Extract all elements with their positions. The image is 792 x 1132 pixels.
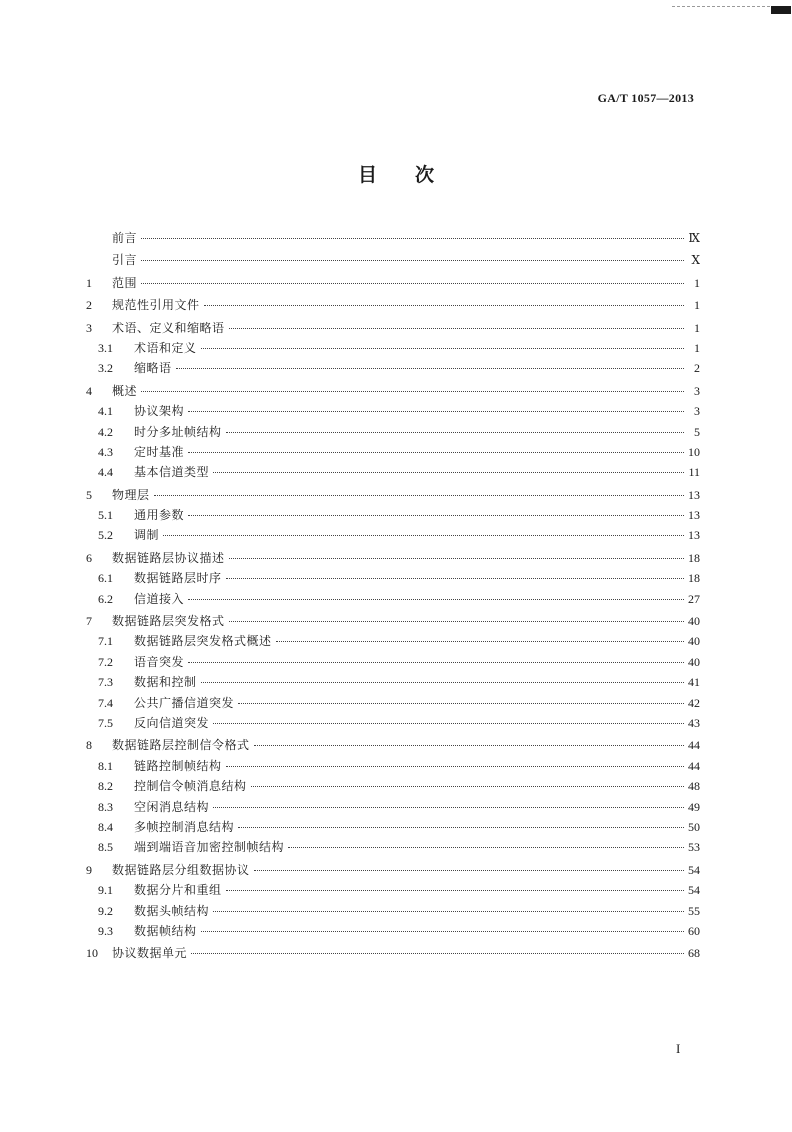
toc-page-number: 1: [694, 298, 700, 313]
toc-label: 缩略语: [134, 361, 172, 376]
toc-label: 信道接入: [134, 591, 185, 606]
toc-subentry[interactable]: [86, 358, 700, 378]
dot-leader: [188, 599, 684, 600]
toc-subentry[interactable]: [86, 338, 700, 358]
toc-page-number: 53: [688, 840, 700, 855]
dot-leader: [141, 238, 684, 239]
dot-leader: [254, 870, 684, 871]
dot-leader: [188, 515, 684, 516]
toc-subentry[interactable]: [86, 568, 700, 588]
toc-number: 1: [86, 275, 92, 290]
toc-subentry[interactable]: [86, 817, 700, 837]
toc-page-number: 1: [694, 320, 700, 335]
dot-leader: [176, 368, 684, 369]
toc-subentry[interactable]: [86, 589, 700, 609]
toc-label: 数据链路层突发格式概述: [134, 634, 272, 649]
toc-label: 端到端语音加密控制帧结构: [134, 840, 285, 855]
toc-page-number: 27: [688, 591, 700, 606]
toc-label: 反向信道突发: [134, 715, 210, 730]
toc-page-number: 3: [694, 404, 700, 419]
dot-leader: [229, 328, 684, 329]
toc-label: 多帧控制消息结构: [134, 819, 235, 834]
dot-leader: [141, 283, 684, 284]
dot-leader: [226, 432, 684, 433]
toc-number: 6.1: [98, 571, 113, 586]
toc-label: 空闲消息结构: [134, 799, 210, 814]
toc-label: 术语、定义和缩略语: [112, 320, 225, 335]
toc-page-number: Ⅸ: [688, 231, 700, 245]
toc-number: 5.2: [98, 528, 113, 543]
dot-leader: [238, 703, 684, 704]
toc-subentry[interactable]: [86, 693, 700, 713]
toc-page-number: 13: [688, 487, 700, 502]
toc-subentry[interactable]: [86, 880, 700, 900]
toc-label: 数据链路层时序: [134, 571, 222, 586]
toc-entry[interactable]: [86, 318, 700, 338]
toc-number: 7.5: [98, 715, 113, 730]
dot-leader: [213, 472, 684, 473]
toc-page-number: 13: [688, 508, 700, 523]
toc-subentry[interactable]: [86, 797, 700, 817]
toc-subentry[interactable]: [86, 672, 700, 692]
corner-mark: [771, 6, 791, 14]
toc-entry[interactable]: [86, 250, 700, 270]
toc-page-number: 49: [688, 799, 700, 814]
dot-leader: [226, 890, 684, 891]
toc-number: 7: [86, 614, 92, 629]
toc-entry[interactable]: [86, 611, 700, 631]
toc-entry[interactable]: [86, 273, 700, 293]
toc-label: 前言: [112, 231, 138, 245]
toc-entry[interactable]: [86, 295, 700, 315]
toc-label: 数据和控制: [134, 675, 197, 690]
toc-subentry[interactable]: [86, 901, 700, 921]
toc-number: 8.4: [98, 819, 113, 834]
toc-page-number: 55: [688, 903, 700, 918]
toc-subentry[interactable]: [86, 462, 700, 482]
toc-label: 基本信道类型: [134, 465, 210, 480]
toc-subentry[interactable]: [86, 401, 700, 421]
toc-number: 9.2: [98, 903, 113, 918]
toc-entry[interactable]: [86, 228, 700, 248]
toc-number: 8.3: [98, 799, 113, 814]
dot-leader: [201, 682, 684, 683]
dot-leader: [254, 745, 684, 746]
dot-leader: [201, 931, 684, 932]
toc-page-number: 40: [688, 654, 700, 669]
toc-label: 链路控制帧结构: [134, 758, 222, 773]
toc-page-number: 43: [688, 715, 700, 730]
toc-subentry[interactable]: [86, 837, 700, 857]
toc-number: 9.1: [98, 883, 113, 898]
toc-number: 10: [86, 946, 98, 961]
dot-leader: [276, 641, 684, 642]
dot-leader: [204, 305, 684, 306]
toc-label: 数据帧结构: [134, 923, 197, 938]
toc-entry[interactable]: [86, 381, 700, 401]
dot-leader: [188, 411, 684, 412]
standard-code: GA/T 1057—2013: [597, 91, 694, 105]
toc-subentry[interactable]: [86, 505, 700, 525]
toc-label: 数据链路层控制信令格式: [112, 738, 250, 753]
toc-number: 4.1: [98, 404, 113, 419]
dot-leader: [141, 260, 684, 261]
dot-leader: [191, 953, 684, 954]
dot-leader: [238, 827, 684, 828]
toc-page-number: 3: [694, 383, 700, 398]
toc-label: 控制信令帧消息结构: [134, 779, 247, 794]
toc-label: 语音突发: [134, 654, 185, 669]
toc-label: 数据分片和重组: [134, 883, 222, 898]
toc-label: 定时基准: [134, 444, 185, 459]
dot-leader: [251, 786, 684, 787]
toc-number: 3.1: [98, 340, 113, 355]
toc-label: 数据头帧结构: [134, 903, 210, 918]
toc-label: 通用参数: [134, 508, 185, 523]
toc-page-number: 1: [694, 275, 700, 290]
toc-number: 7.4: [98, 695, 113, 710]
toc-label: 数据链路层分组数据协议: [112, 862, 250, 877]
toc-number: 7.3: [98, 675, 113, 690]
toc-page-number: 50: [688, 819, 700, 834]
toc-page-number: 54: [688, 883, 700, 898]
toc-number: 6.2: [98, 591, 113, 606]
toc-number: 9.3: [98, 923, 113, 938]
toc-entry[interactable]: [86, 735, 700, 755]
toc-subentry[interactable]: [86, 713, 700, 733]
toc-subentry[interactable]: [86, 525, 700, 545]
toc-label: 数据链路层突发格式: [112, 614, 225, 629]
page-number: I: [676, 1041, 681, 1056]
toc-page-number: 40: [688, 614, 700, 629]
toc-label: 协议数据单元: [112, 946, 188, 961]
page-title: 目 次: [357, 164, 434, 186]
toc-label: 数据链路层协议描述: [112, 550, 225, 565]
toc-page-number: 44: [688, 738, 700, 753]
toc-subentry[interactable]: [86, 652, 700, 672]
dot-leader: [229, 621, 684, 622]
dot-leader: [288, 847, 684, 848]
dot-leader: [201, 348, 684, 349]
toc-number: 8.1: [98, 758, 113, 773]
toc-number: 7.1: [98, 634, 113, 649]
toc-label: 公共广播信道突发: [134, 695, 235, 710]
toc-page-number: 18: [688, 571, 700, 586]
toc-page-number: 1: [694, 340, 700, 355]
toc-page-number: 18: [688, 550, 700, 565]
scan-top-rule: [672, 6, 770, 7]
toc-label: 协议架构: [134, 404, 185, 419]
toc-number: 5: [86, 487, 92, 502]
dot-leader: [213, 911, 684, 912]
toc-number: 3.2: [98, 361, 113, 376]
toc-number: 6: [86, 550, 92, 565]
toc-number: 8: [86, 738, 92, 753]
dot-leader: [154, 495, 684, 496]
toc-page-number: 44: [688, 758, 700, 773]
toc-label: 物理层: [112, 487, 150, 502]
toc-page-number: 2: [694, 361, 700, 376]
toc-subentry[interactable]: [86, 921, 700, 941]
toc-number: 4.4: [98, 465, 113, 480]
toc-number: 8.2: [98, 779, 113, 794]
toc-label: 术语和定义: [134, 340, 197, 355]
toc-page-number: 40: [688, 634, 700, 649]
toc-subentry[interactable]: [86, 422, 700, 442]
toc-subentry[interactable]: [86, 756, 700, 776]
dot-leader: [213, 807, 684, 808]
toc-subentry[interactable]: [86, 442, 700, 462]
toc-number: 5.1: [98, 508, 113, 523]
dot-leader: [226, 578, 684, 579]
dot-leader: [226, 766, 684, 767]
toc-page-number: 48: [688, 779, 700, 794]
toc-label: 概述: [112, 383, 138, 398]
toc-number: 3: [86, 320, 92, 335]
dot-leader: [141, 391, 684, 392]
toc-page-number: 5: [694, 424, 700, 439]
toc-page-number: 60: [688, 923, 700, 938]
toc-number: 9: [86, 862, 92, 877]
toc-entry[interactable]: [86, 943, 700, 963]
toc-number: 4.2: [98, 424, 113, 439]
toc-label: 范围: [112, 275, 138, 290]
toc-number: 4: [86, 383, 92, 398]
toc-page-number: Ⅹ: [691, 253, 700, 268]
toc-number: 2: [86, 298, 92, 313]
toc-subentry[interactable]: [86, 631, 700, 651]
toc-page-number: 54: [688, 862, 700, 877]
toc-label: 时分多址帧结构: [134, 424, 222, 439]
toc-page-number: 13: [688, 528, 700, 543]
table-of-contents: [86, 228, 700, 964]
toc-number: 8.5: [98, 840, 113, 855]
dot-leader: [188, 662, 684, 663]
toc-entry[interactable]: [86, 485, 700, 505]
toc-page-number: 11: [688, 465, 700, 480]
dot-leader: [188, 452, 684, 453]
dot-leader: [163, 535, 684, 536]
toc-label: 规范性引用文件: [112, 298, 200, 313]
toc-page-number: 42: [688, 695, 700, 710]
toc-number: 4.3: [98, 444, 113, 459]
toc-subentry[interactable]: [86, 776, 700, 796]
toc-label: 调制: [134, 528, 160, 543]
toc-entry[interactable]: [86, 860, 700, 880]
dot-leader: [213, 723, 684, 724]
toc-entry[interactable]: [86, 548, 700, 568]
dot-leader: [229, 558, 684, 559]
toc-number: 7.2: [98, 654, 113, 669]
toc-page-number: 10: [688, 444, 700, 459]
toc-page-number: 41: [688, 675, 700, 690]
toc-page-number: 68: [688, 946, 700, 961]
toc-label: 引言: [112, 253, 138, 268]
